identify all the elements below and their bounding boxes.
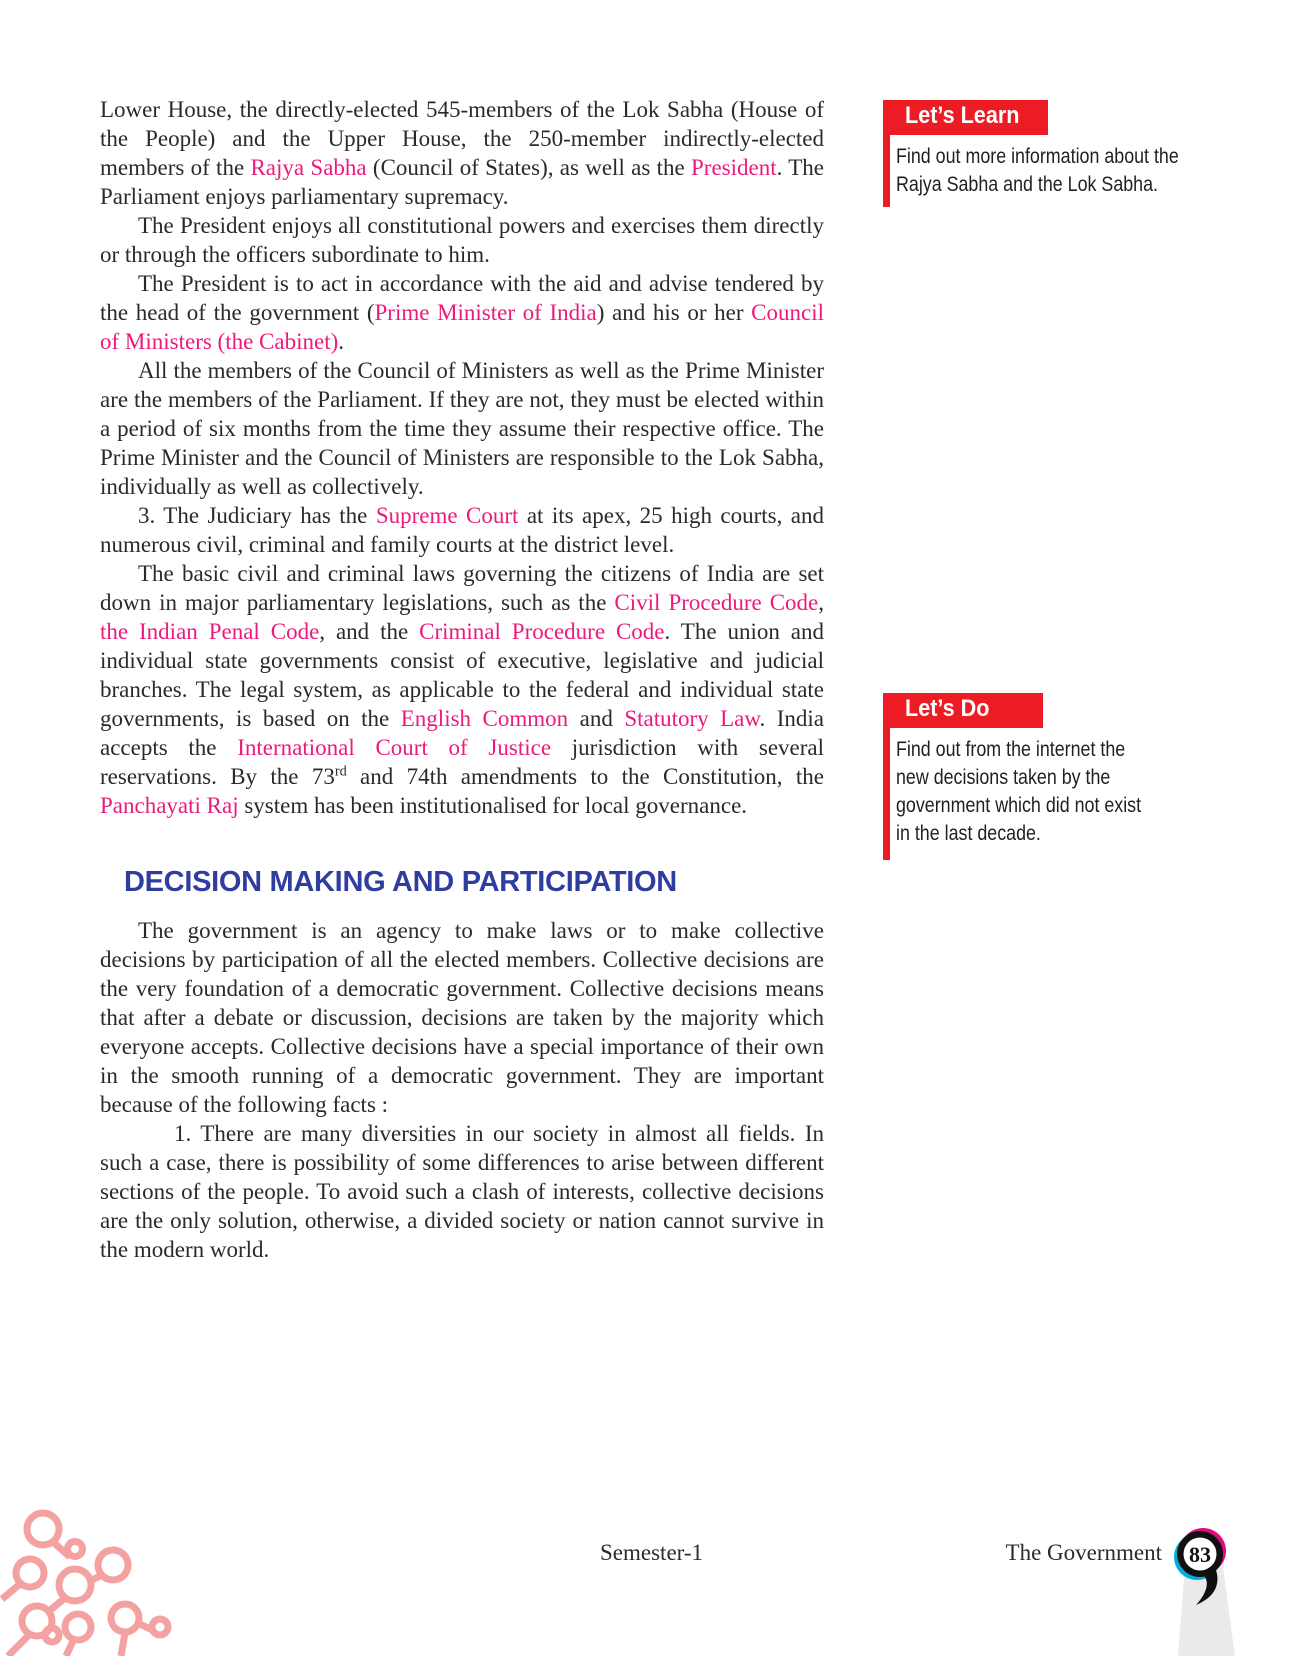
highlighted-term: English Common bbox=[400, 706, 569, 731]
sidebar-accent-bar bbox=[883, 693, 890, 860]
highlighted-term: Statutory Law bbox=[624, 706, 760, 731]
footer-chapter-label: The Government bbox=[1005, 1540, 1162, 1565]
body-text: Lower House, the directly-elected 545-members of the Lok Sabha (House of the People) and the Upper House, the 250-member indirectly-elected members of the bbox=[100, 97, 824, 180]
paragraph bbox=[100, 1119, 824, 1264]
body-text: (Council of States), as well as the bbox=[366, 155, 691, 180]
body-text: at its apex, 25 high courts, and numerous civil, criminal and family courts at the district level. bbox=[100, 503, 824, 557]
highlighted-term: Panchayati Raj bbox=[100, 793, 239, 818]
paragraph bbox=[100, 269, 824, 356]
sidebar-box-title bbox=[883, 693, 1043, 728]
paragraph bbox=[100, 916, 824, 1119]
highlighted-term: Supreme Court bbox=[375, 503, 519, 528]
body-text: . The Parliament enjoys parliamentary supremacy. bbox=[100, 155, 824, 209]
sidebar-text-line: in the last decade. bbox=[896, 822, 1041, 845]
paragraph bbox=[100, 95, 824, 211]
page-number-badge bbox=[1150, 1515, 1250, 1656]
body-text: The President enjoys all constitutional powers and exercises them directly or through the officers subordinate to him. bbox=[100, 213, 824, 267]
page-number: 83 bbox=[1189, 1542, 1211, 1567]
sidebar-box-text bbox=[896, 736, 1183, 848]
highlighted-term: the Indian Penal Code bbox=[100, 619, 320, 644]
paragraph bbox=[100, 211, 824, 269]
body-text: system has been institutionalised for local governance. bbox=[238, 793, 748, 818]
sidebar-box-text bbox=[896, 143, 1183, 199]
body-text: jurisdiction with several reservations. By the 73 bbox=[100, 735, 824, 789]
body-text: All the members of the Council of Ministers as well as the Prime Minister are the members of the Parliament. If they are not, they must be elected within a period of six months from the time they assume their respective office. The Prime Minister and the Council of Ministers are responsible to the Lok Sabha, individually as well as collectively. bbox=[100, 358, 824, 499]
footer-semester-label: Semester-1 bbox=[600, 1540, 704, 1565]
highlighted-term: Prime Minister of India bbox=[374, 300, 597, 325]
main-text-column bbox=[100, 95, 824, 1264]
body-text: 1. There are many diversities in our society in almost all fields. In such a case, there is possibility of some differences to arise between different sections of the people. To avoid such a clash of interests, collective decisions are the only solution, otherwise, a divided society or nation cannot survive in the modern world. bbox=[100, 1121, 824, 1262]
body-text: ) and his or her bbox=[596, 300, 752, 325]
body-text: and bbox=[568, 706, 625, 731]
highlighted-term: Council of Ministers (the Cabinet) bbox=[100, 300, 824, 354]
body-text: , bbox=[818, 590, 824, 615]
highlighted-term: President bbox=[691, 155, 777, 180]
sidebar-box-let-s-learn bbox=[883, 100, 1183, 199]
body-text: . bbox=[338, 329, 345, 354]
sidebar-box-title-text: Let’s Do bbox=[905, 695, 990, 722]
body-text: . The union and individual state governments consist of executive, legislative and judicial branches. The legal system, as applicable to the federal and individual state governments, is based on the bbox=[100, 619, 824, 731]
body-text: 3. The Judiciary has the bbox=[138, 503, 376, 528]
paragraph bbox=[100, 559, 824, 820]
decorative-bubbles-graphic bbox=[0, 1476, 200, 1656]
body-text: , and the bbox=[319, 619, 420, 644]
body-text: . India accepts the bbox=[100, 706, 824, 760]
highlighted-term: International Court of Justice bbox=[237, 735, 552, 760]
section-heading: DECISION MAKING AND PARTICIPATION bbox=[124, 866, 677, 898]
sidebar-text-line: Rajya Sabha and the Lok Sabha. bbox=[896, 173, 1158, 196]
highlighted-term: Civil Procedure Code bbox=[614, 590, 819, 615]
sidebar-box-title-text: Let’s Learn bbox=[905, 102, 1020, 129]
paragraph bbox=[100, 501, 824, 559]
sidebar-box-let-s-do bbox=[883, 693, 1183, 848]
paragraph bbox=[100, 356, 824, 501]
body-text: The basic civil and criminal laws governing the citizens of India are set down in major parliamentary legislations, such as the bbox=[100, 561, 824, 615]
highlighted-term: Rajya Sabha bbox=[250, 155, 367, 180]
ordinal-superscript: rd bbox=[334, 763, 347, 780]
sidebar-text-line: Find out from the internet the bbox=[896, 738, 1126, 761]
sidebar-accent-bar bbox=[883, 100, 890, 207]
body-text: and 74th amendments to the Constitution, the bbox=[346, 764, 824, 789]
sidebar-box-title bbox=[883, 100, 1048, 135]
sidebar-text-line: Find out more information about the bbox=[896, 145, 1179, 168]
highlighted-term: Criminal Procedure Code bbox=[419, 619, 665, 644]
body-text: The government is an agency to make laws or to make collective decisions by participation of all the elected members. Collective decisions are the very foundation of a democratic government. Collective decisions means that after a debate or discussion, decisions are taken by the majority which everyone accepts. Collective decisions have a special importance of their own in the smooth running of a democratic government. They are important because of the following facts : bbox=[100, 918, 824, 1117]
sidebar-text-line: new decisions taken by the bbox=[896, 766, 1111, 789]
body-text: The President is to act in accordance with the aid and advise tendered by the head of the government ( bbox=[100, 271, 824, 325]
sidebar-text-line: government which did not exist bbox=[896, 794, 1142, 817]
